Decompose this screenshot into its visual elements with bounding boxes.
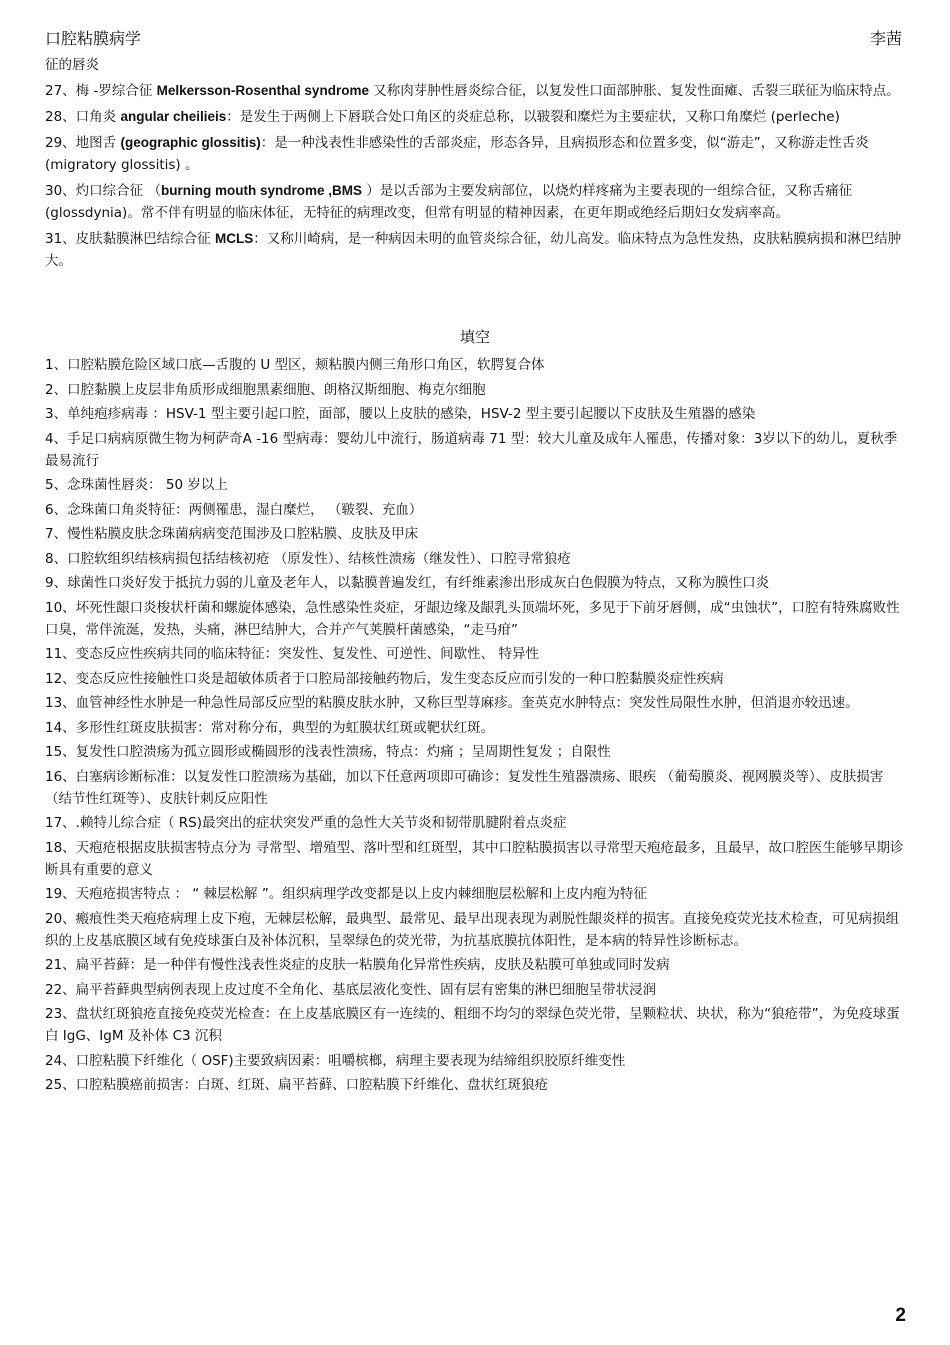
definition-item: 31、皮肤黏膜淋巴结综合征 MCLS：又称川崎病，是一种病因未明的血管炎综合征，幼儿高发。临床特点为急性发热，皮肤粘膜病损和淋巴结肿大。	[45, 231, 902, 269]
fill-item: 11、变态反应性疾病共同的临床特征：突发性、复发性、可逆性、间歇性、 特异性	[45, 646, 539, 662]
fill-item: 21、扁平苔藓：是一种伴有慢性浅表性炎症的皮肤一粘膜角化异常性疾病，皮肤及粘膜可单独或同时发病	[45, 957, 670, 973]
fill-item: 12、变态反应性接触性口炎是超敏体质者于口腔局部接触药物后，发生变态反应而引发的一种口腔黏膜炎症性疾病	[45, 670, 724, 687]
fill-item: 7、慢性粘膜皮肤念珠菌病病变范围涉及口腔粘膜、皮肤及甲床	[45, 526, 419, 542]
fill-item: 4、手足口病病原微生物为柯萨奇A -16 型病毒：婴幼儿中流行，肠道病毒 71 型：较大儿童及成年人罹患，传播对象：3岁以下的幼儿，夏秋季最易流行	[45, 430, 898, 469]
definition-item: 征的唇炎	[45, 57, 99, 73]
fill-item: 15、复发性口腔溃疡为孤立圆形或椭圆形的浅表性溃疡，特点：灼痛 ；呈周期性复发 ；自限性	[45, 744, 611, 760]
fill-item: 13、血管神经性水肿是一种急性局部反应型的粘膜皮肤水肿，又称巨型荨麻疹。奎英克水肿特点：突发性局限性水肿，但消退亦较迅速。	[45, 695, 859, 711]
fill-item: 17、.赖特儿综合症（ RS)最突出的症状突发严重的急性大关节炎和韧带肌腱附着点炎症	[45, 815, 567, 831]
fill-item: 24、口腔粘膜下纤维化（ OSF)主要致病因素：咀嚼槟榔，病理主要表现为结缔组织胶原纤维变性	[45, 1052, 626, 1069]
fill-item: 5、念珠菌性唇炎： 50 岁以上	[45, 477, 228, 493]
definition-item: 30、灼口综合征 （burning mouth syndrome ,BMS ）是以舌部为主要发病部位，以烧灼样疼痛为主要表现的一组综合征，又称舌痛征 (glossdynia)。常不伴有明显的临床体征，无特征的病理改变，但常有明显的精神因素，在更年期或绝经后期妇女发病率高。	[45, 183, 853, 221]
fill-item: 14、多形性红斑皮肤损害：常对称分布，典型的为虹膜状红斑或靶状红斑。	[45, 719, 495, 736]
fill-item: 10、坏死性龈口炎梭状杆菌和螺旋体感染，急性感染性炎症，牙龈边缘及龈乳头顶端坏死，多见于下前牙唇侧，成“虫蚀状”，口腔有特殊腐败性口臭，常伴流涎，发热，头痛，淋巴结肿大，合并产气荚膜杆菌感染，“走马疳”	[45, 599, 900, 638]
fill-item: 2、口腔黏膜上皮层非角质形成细胞黑素细胞、朗格汉斯细胞、梅克尔细胞	[45, 381, 486, 398]
definition-item: 28、口角炎 angular cheilieis：是发生于两侧上下唇联合处口角区的炎症总称，以皲裂和糜烂为主要症状，又称口角糜烂 (perleche)	[45, 109, 840, 125]
fill-item: 1、口腔粘膜危险区域口底—舌腹的 U 型区，颊粘膜内侧三角形口角区，软腭复合体	[45, 357, 545, 373]
fill-item: 9、球菌性口炎好发于抵抗力弱的儿童及老年人，以黏膜普遍发红，有纤维素渗出形成灰白色假膜为特点，又称为膜性口炎	[45, 575, 770, 591]
document-body	[45, 54, 905, 1096]
fill-item: 16、白塞病诊断标准：以复发性口腔溃疡为基础，加以下任意两项即可确诊：复发性生殖器溃疡、眼疾 （葡萄膜炎、视网膜炎等）、皮肤损害 （结节性红斑等）、皮肤针刺反应阳性	[45, 768, 884, 807]
fill-item: 3、单纯疱疹病毒 ：HSV-1 型主要引起口腔，面部，腰以上皮肤的感染，HSV-2 型主要引起腰以下皮肤及生殖器的感染	[45, 406, 756, 422]
fill-in-section	[45, 354, 905, 1096]
header-title: 口腔粘膜病学	[45, 29, 142, 48]
section-title-fill-in: 填空	[459, 328, 490, 346]
fill-item: 18、天疱疮根据皮肤损害特点分为 寻常型、增殖型、落叶型和红斑型，其中口腔粘膜损害以寻常型天疱疮最多，且最早，故口腔医生能够早期诊断具有重要的意义	[45, 839, 904, 878]
fill-item: 23、盘状红斑狼疮直接免疫荧光检查：在上皮基底膜区有一连续的、粗细不均匀的翠绿色荧光带，呈颗粒状、块状，称为“狼疮带”，为免疫球蛋白 IgG、IgM 及补体 C3 沉积	[45, 1006, 900, 1044]
fill-item: 6、念珠菌口角炎特征：两侧罹患，湿白糜烂， （皲裂、充血）	[45, 501, 423, 518]
fill-item: 22、扁平苔藓典型病例表现上皮过度不全角化、基底层液化变性、固有层有密集的淋巴细胞呈带状浸润	[45, 981, 657, 998]
definitions-section	[45, 54, 905, 272]
header-author: 李茜	[869, 29, 902, 48]
fill-item: 8、口腔软组织结核病损包括结核初疮 （原发性）、结核性溃疡（继发性）、口腔寻常狼疮	[45, 550, 571, 567]
page-number: 2	[895, 1305, 906, 1326]
fill-item: 19、天疱疮损害特点 ： “ 棘层松解 ”。组织病理学改变都是以上皮内棘细胞层松解和上皮内疱为特征	[45, 886, 647, 902]
fill-item: 20、瘢痕性类天疱疮病理上皮下疱，无棘层松解，最典型、最常见、最早出现表现为剥脱性龈炎样的损害。直接免疫荧光技术检查，可见病损组织的上皮基底膜区域有免疫球蛋白及补体沉积，呈翠绿色的荧光带，为抗基底膜抗体阳性，是本病的特异性诊断标志。	[45, 910, 900, 949]
definition-item: 29、地图舌 (geographic glossitis)：是一种浅表性非感染性的舌部炎症，形态各异，且病损形态和位置多变，似“游走”，又称游走性舌炎 (migratory glossitis) 。	[45, 135, 869, 173]
fill-item: 25、口腔粘膜癌前损害：白斑、红斑、扁平苔藓、口腔粘膜下纤维化、盘状红斑狼疮	[45, 1077, 549, 1093]
definition-item: 27、梅 -罗综合征 Melkersson-Rosenthal syndrome 又称肉芽肿性唇炎综合征，以复发性口面部肿胀、复发性面瘫、舌裂三联征为临床特点。	[45, 83, 900, 99]
